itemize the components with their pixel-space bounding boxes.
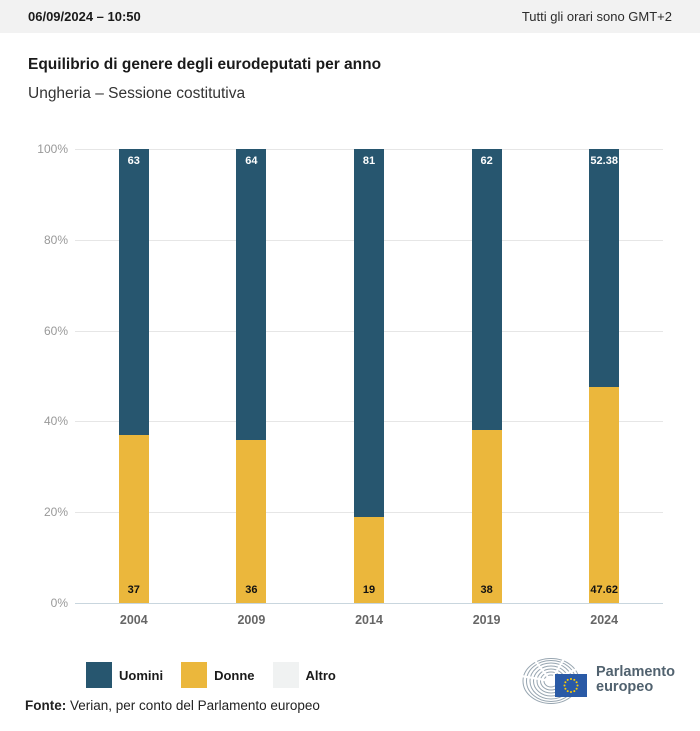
page-title: Equilibrio di genere degli eurodeputati per anno	[28, 56, 382, 73]
x-tick-label: 2004	[119, 613, 148, 627]
header-bar	[0, 0, 700, 33]
bar-segment-uomini[interactable]	[472, 149, 502, 430]
source-note	[25, 698, 320, 713]
header-datetime: 06/09/2024 – 10:50	[28, 9, 141, 24]
stacked-bar-chart	[0, 140, 700, 650]
source-text: Verian, per conto del Parlamento europeo	[70, 698, 320, 713]
source-label: Fonte:	[25, 698, 67, 713]
legend-label-donne: Donne	[214, 667, 255, 683]
bar-value-label-uomini: 63	[127, 155, 140, 167]
bar-value-label-donne: 38	[480, 584, 493, 596]
bar-segment-donne[interactable]	[472, 430, 502, 603]
bar-value-label-uomini: 52.38	[590, 155, 618, 167]
page-subtitle: Ungheria – Sessione costitutiva	[28, 85, 246, 102]
bar-segment-uomini[interactable]	[589, 149, 619, 387]
bar-segment-uomini[interactable]	[354, 149, 384, 517]
y-tick-label: 60%	[43, 323, 68, 338]
y-tick-label: 20%	[43, 505, 68, 520]
bar-segment-uomini[interactable]	[119, 149, 149, 435]
bar-segment-donne[interactable]	[236, 440, 266, 603]
bar-value-label-uomini: 64	[245, 155, 258, 167]
bar-value-label-donne: 47.62	[590, 584, 618, 596]
legend-label-altro: Altro	[305, 667, 336, 683]
x-tick-label: 2014	[355, 613, 383, 627]
y-tick-label: 40%	[43, 414, 68, 429]
eu-flag-icon	[555, 674, 587, 697]
legend-item-altro[interactable]	[273, 662, 336, 688]
legend-swatch-donne	[181, 662, 207, 688]
legend-label-uomini: Uomini	[119, 667, 164, 683]
legend-swatch-uomini	[86, 662, 112, 688]
ep-logo-line2: europeo	[596, 679, 654, 695]
bar-value-label-donne: 19	[362, 584, 376, 596]
bar-value-label-donne: 37	[127, 584, 140, 596]
x-tick-label: 2009	[237, 613, 266, 627]
y-tick-label: 80%	[43, 232, 68, 247]
bar-segment-uomini[interactable]	[236, 149, 266, 440]
legend-item-uomini[interactable]	[86, 662, 163, 688]
x-tick-label: 2019	[472, 613, 501, 627]
bar-segment-donne[interactable]	[589, 387, 619, 603]
legend-swatch-altro	[273, 662, 299, 688]
legend-item-donne[interactable]	[181, 662, 254, 688]
y-tick-label: 100%	[37, 142, 68, 156]
ep-logo-line1: Parlamento	[596, 664, 675, 680]
x-axis-line	[75, 603, 663, 604]
ep-hemicycle-icon	[521, 656, 591, 704]
bar-segment-donne[interactable]	[119, 435, 149, 603]
x-tick-label: 2024	[590, 613, 619, 627]
bar-value-label-uomini: 81	[362, 155, 376, 167]
bar-value-label-donne: 36	[245, 584, 258, 596]
bar-value-label-uomini: 62	[480, 155, 493, 167]
legend	[86, 662, 354, 688]
ep-logo-text	[596, 665, 675, 695]
y-tick-label: 0%	[50, 596, 68, 610]
header-timezone-note: Tutti gli orari sono GMT+2	[521, 9, 672, 24]
ep-logo	[521, 656, 681, 704]
